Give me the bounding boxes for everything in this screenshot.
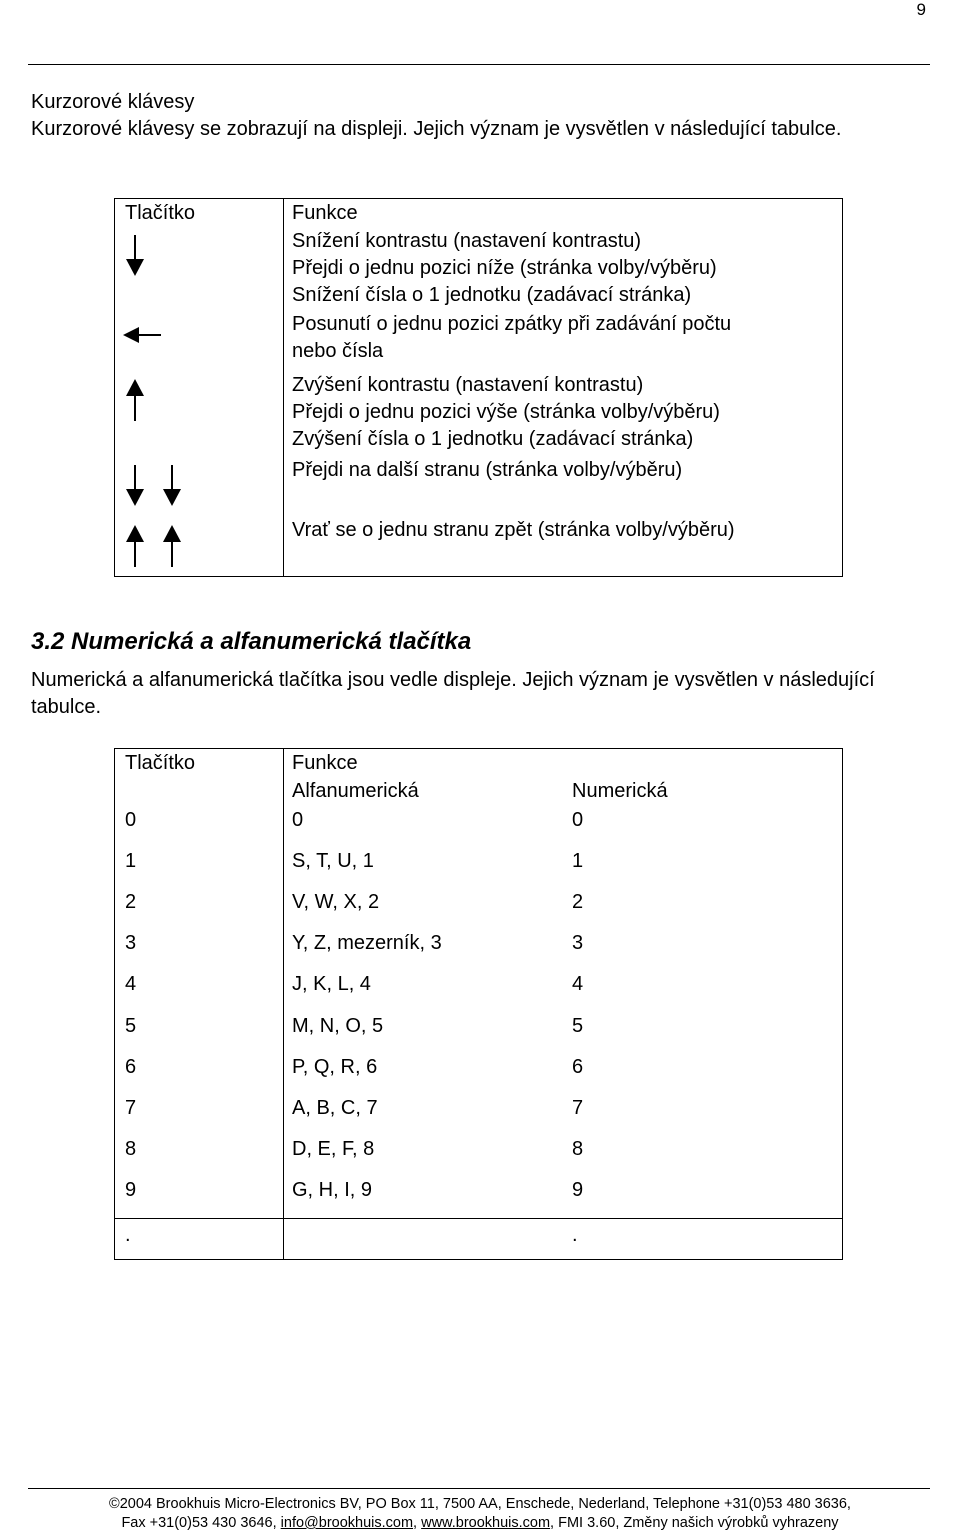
footer-rule — [28, 1488, 930, 1489]
website-link[interactable]: www.brookhuis.com — [421, 1515, 551, 1531]
key-cell: 0 — [125, 809, 137, 831]
function-line: Přejdi o jednu pozici výše (stránka volby/výběru) — [292, 401, 720, 423]
alpha-cell: D, E, F, 8 — [292, 1138, 375, 1160]
footer-line-2 — [0, 1513, 960, 1533]
header-rule — [28, 64, 930, 65]
key-cell: 4 — [125, 973, 137, 995]
function-line: Zvýšení čísla o 1 jednotku (zadávací stránka) — [292, 428, 694, 450]
key-cell: . — [125, 1224, 131, 1246]
alpha-cell: G, H, I, 9 — [292, 1179, 373, 1201]
alpha-cell: J, K, L, 4 — [292, 973, 371, 995]
col-header-function: Funkce — [292, 752, 358, 774]
key-cell: 7 — [125, 1097, 137, 1119]
numeric-cell: . — [572, 1224, 578, 1246]
arrow-up-icon — [125, 379, 145, 421]
numeric-cell: 3 — [572, 932, 584, 954]
numeric-cell: 4 — [572, 973, 584, 995]
alpha-cell: V, W, X, 2 — [292, 891, 380, 913]
key-cell: 3 — [125, 932, 137, 954]
cursor-keys-table — [114, 198, 843, 577]
col-header-function: Funkce — [292, 202, 358, 224]
numeric-cell: 7 — [572, 1097, 584, 1119]
function-line: Zvýšení kontrastu (nastavení kontrastu) — [292, 374, 644, 396]
key-cell: 5 — [125, 1015, 137, 1037]
function-line: Vrať se o jednu stranu zpět (stránka volby/výběru) — [292, 519, 735, 541]
cursor-intro: Kurzorové klávesy se zobrazují na displeji. Jejich význam je vysvětlen v následující tabulce. — [31, 118, 842, 140]
footer-separator: , — [413, 1515, 422, 1531]
key-cell: 6 — [125, 1056, 137, 1078]
alpha-cell: S, T, U, 1 — [292, 850, 374, 872]
arrow-left-icon — [123, 326, 161, 344]
numeric-cell: 8 — [572, 1138, 584, 1160]
numeric-keys-table — [114, 748, 843, 1260]
section-title: Kurzorové klávesy — [31, 91, 195, 113]
arrow-down-icon — [125, 235, 145, 277]
footer-suffix: , FMI 3.60, Změny našich výrobků vyhrazeny — [550, 1515, 839, 1531]
alpha-cell: P, Q, R, 6 — [292, 1056, 378, 1078]
page-number: 9 — [916, 0, 926, 19]
col-header-button: Tlačítko — [125, 202, 196, 224]
numeric-cell: 2 — [572, 891, 584, 913]
alpha-cell: Y, Z, mezerník, 3 — [292, 932, 442, 954]
footer-fax: Fax +31(0)53 430 3646, — [121, 1515, 281, 1531]
numeric-cell: 1 — [572, 850, 584, 872]
numeric-intro: Numerická a alfanumerická tlačítka jsou vedle displeje. Jejich význam je vysvětlen v následující tabulce. — [31, 669, 875, 718]
key-cell: 2 — [125, 891, 137, 913]
email-link[interactable]: info@brookhuis.com — [280, 1515, 414, 1531]
key-cell: 9 — [125, 1179, 137, 1201]
function-line: Snížení čísla o 1 jednotku (zadávací stránka) — [292, 284, 692, 306]
function-line: Přejdi na další stranu (stránka volby/výběru) — [292, 459, 683, 481]
double-arrow-down-icon — [125, 465, 185, 507]
alpha-cell: 0 — [292, 809, 304, 831]
alpha-cell: A, B, C, 7 — [292, 1097, 378, 1119]
key-cell: 8 — [125, 1138, 137, 1160]
numeric-cell: 9 — [572, 1179, 584, 1201]
col-header-button: Tlačítko — [125, 752, 196, 774]
numeric-cell: 6 — [572, 1056, 584, 1078]
function-line: Posunutí o jednu pozici zpátky při zadávání počtu — [292, 313, 732, 335]
function-line: Snížení kontrastu (nastavení kontrastu) — [292, 230, 642, 252]
alpha-cell: M, N, O, 5 — [292, 1015, 384, 1037]
function-line: nebo čísla — [292, 340, 384, 362]
footer-line-1: ©2004 Brookhuis Micro-Electronics BV, PO Box 11, 7500 AA, Enschede, Nederland, Telephone +31(0)53 480 3636, — [109, 1496, 851, 1512]
section-heading: 3.2 Numerická a alfanumerická tlačítka — [31, 628, 472, 655]
numeric-cell: 0 — [572, 809, 584, 831]
function-line: Přejdi o jednu pozici níže (stránka volby/výběru) — [292, 257, 717, 279]
col-header-alpha: Alfanumerická — [292, 780, 419, 802]
numeric-cell: 5 — [572, 1015, 584, 1037]
key-cell: 1 — [125, 850, 137, 872]
col-header-numeric: Numerická — [572, 780, 668, 802]
double-arrow-up-icon — [125, 525, 185, 567]
